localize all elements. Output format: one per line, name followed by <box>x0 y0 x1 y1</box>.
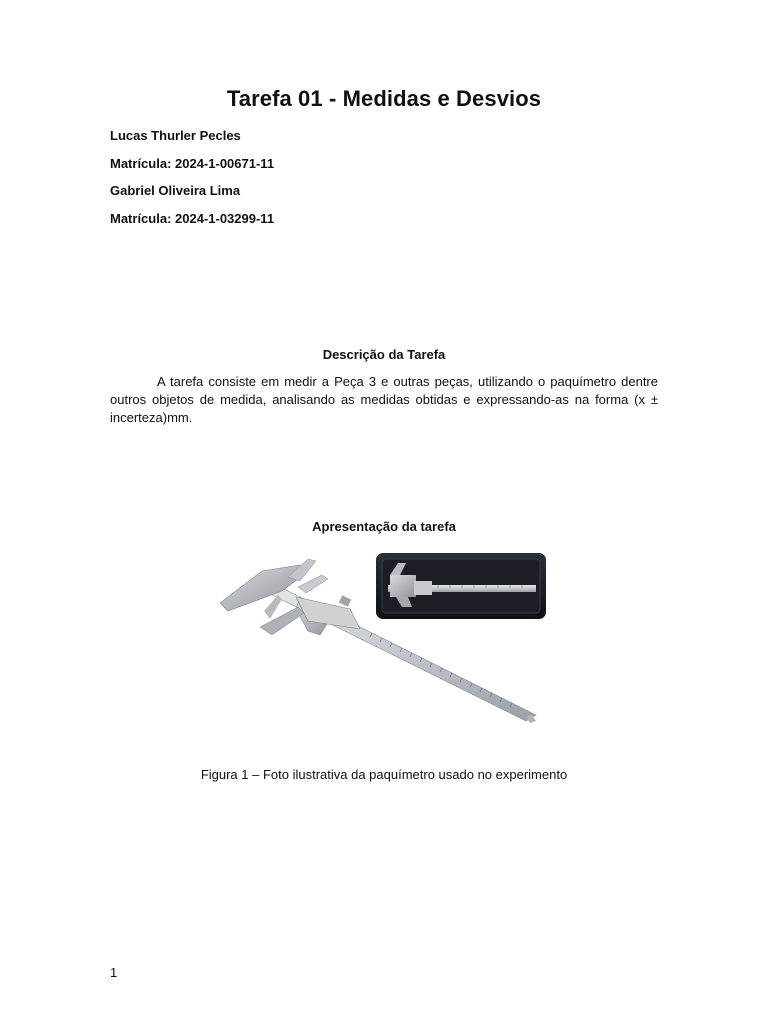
caliper-case <box>376 553 546 619</box>
author-name-1: Lucas Thurler Pecles <box>110 128 241 143</box>
author-registration-1: Matrícula: 2024-1-00671-11 <box>110 156 275 171</box>
page-number: 1 <box>110 965 118 980</box>
caliper-figure <box>200 547 566 727</box>
document-title: Tarefa 01 - Medidas e Desvios <box>226 86 542 111</box>
author-registration-2: Matrícula: 2024-1-03299-11 <box>110 211 275 226</box>
description-heading: Descrição da Tarefa <box>322 347 446 362</box>
caliper-photo <box>200 547 566 727</box>
presentation-heading: Apresentação da tarefa <box>312 519 456 534</box>
description-paragraph: A tarefa consiste em medir a Peça 3 e outras peças, utilizando o paquímetro dentre outros objetos de medida, analisando as medidas obtidas e expressando-as na forma (x ± incerteza)mm. <box>110 374 658 425</box>
author-name-2: Gabriel Oliveira Lima <box>110 183 241 198</box>
figure-caption: Figura 1 – Foto ilustrativa da paquímetro usado no experimento <box>200 767 568 782</box>
